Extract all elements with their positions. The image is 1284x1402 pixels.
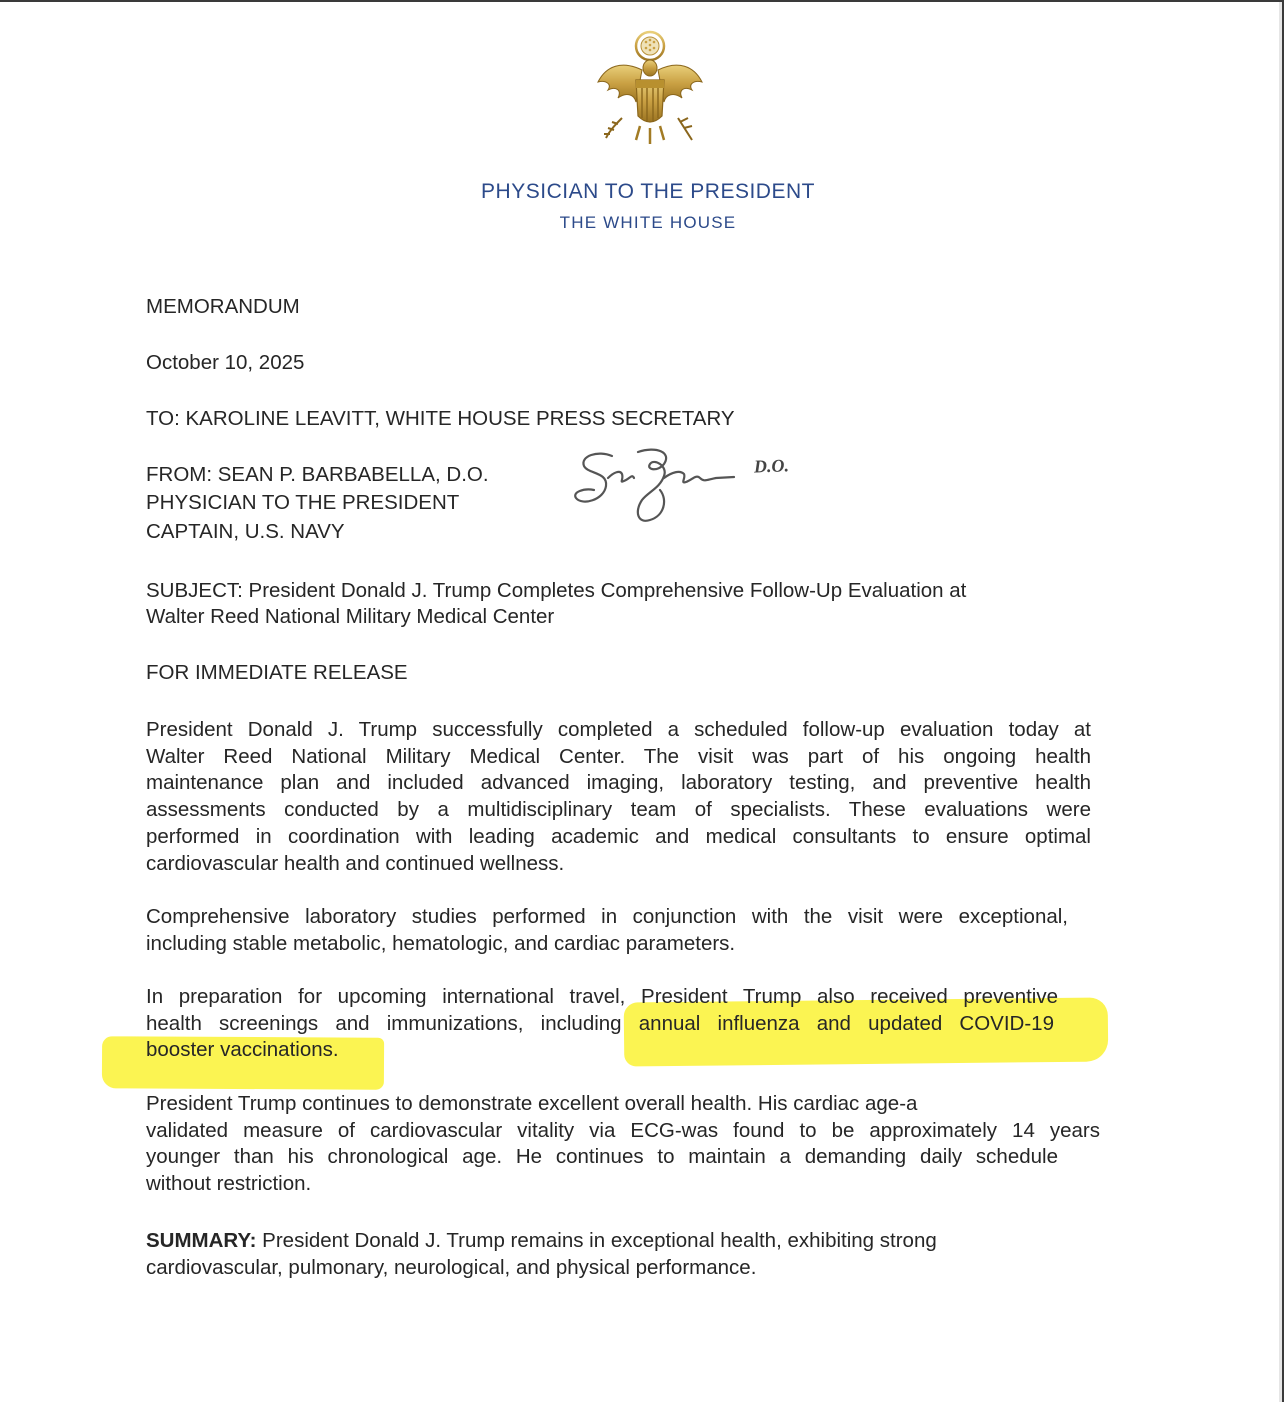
handwritten-signature <box>568 444 813 526</box>
paragraph-evaluation <box>146 717 1091 877</box>
text-line: Comprehensive laboratory studies performed in conjunction with the visit were exceptional, <box>146 905 1068 928</box>
text-line: validated measure of cardiovascular vitality via ECG-was found to be approximately 14 years <box>146 1118 1100 1142</box>
summary-label: SUMMARY: <box>146 1229 257 1252</box>
text-line: health screenings and immunizations, including annual influenza and updated COVID-19 <box>146 1011 1054 1035</box>
text-line: President Donald J. Trump successfully completed a scheduled follow-up evaluation today at <box>146 718 1091 741</box>
text-line: maintenance plan and included advanced imaging, laboratory testing, and preventive health <box>146 771 1091 795</box>
text-line <box>146 1228 1066 1255</box>
memo-date: October 10, 2025 <box>146 351 305 374</box>
paragraph-laboratory <box>146 904 1068 957</box>
memo-subject: SUBJECT: President Donald J. Trump Completes Comprehensive Follow-Up Evaluation at <box>146 579 967 602</box>
text-line: without restriction. <box>146 1172 312 1196</box>
memo-subject-cont: Walter Reed National Military Medical Center <box>146 605 555 628</box>
summary-text: President Donald J. Trump remains in exceptional health, exhibiting strong <box>256 1229 937 1252</box>
text-line: Walter Reed National Military Medical Center. The visit was part of his ongoing health <box>146 744 1091 768</box>
memo-from-rank: CAPTAIN, U.S. NAVY <box>146 520 345 543</box>
text-line: booster vaccinations. <box>146 1038 339 1062</box>
release-label: FOR IMMEDIATE RELEASE <box>146 661 408 684</box>
text-line: cardiovascular health and continued wellness. <box>146 851 565 875</box>
paragraph-cardiac-age <box>146 1091 1100 1198</box>
memo-from: FROM: SEAN P. BARBABELLA, D.O. <box>146 463 489 486</box>
text-line: younger than his chronological age. He continues to maintain a demanding daily schedule <box>146 1145 1058 1169</box>
presidential-eagle-seal-icon <box>592 30 704 148</box>
memo-heading: MEMORANDUM <box>146 295 300 318</box>
text-line: President Trump continues to demonstrate excellent overall health. His cardiac age-a <box>146 1092 918 1115</box>
text-line: including stable metabolic, hematologic, and cardiac parameters. <box>146 931 736 955</box>
letterhead-subtitle: THE WHITE HOUSE <box>559 213 737 232</box>
memo-to: TO: KAROLINE LEAVITT, WHITE HOUSE PRESS SECRETARY <box>146 407 735 430</box>
text-line: assessments conducted by a multidisciplinary team of specialists. These evaluations were <box>146 798 1091 822</box>
paragraph-immunizations <box>146 984 1058 1064</box>
text-line: performed in coordination with leading academic and medical consultants to ensure optimal <box>146 824 1091 848</box>
signature-suffix: D.O. <box>753 455 790 477</box>
text-line: In preparation for upcoming international travel, President Trump also received preventive <box>146 985 1058 1008</box>
memo-from-title: PHYSICIAN TO THE PRESIDENT <box>146 491 460 514</box>
letterhead-title: PHYSICIAN TO THE PRESIDENT <box>481 180 815 203</box>
paragraph-summary <box>146 1228 1066 1281</box>
text-line: cardiovascular, pulmonary, neurological, and physical performance. <box>146 1255 757 1279</box>
